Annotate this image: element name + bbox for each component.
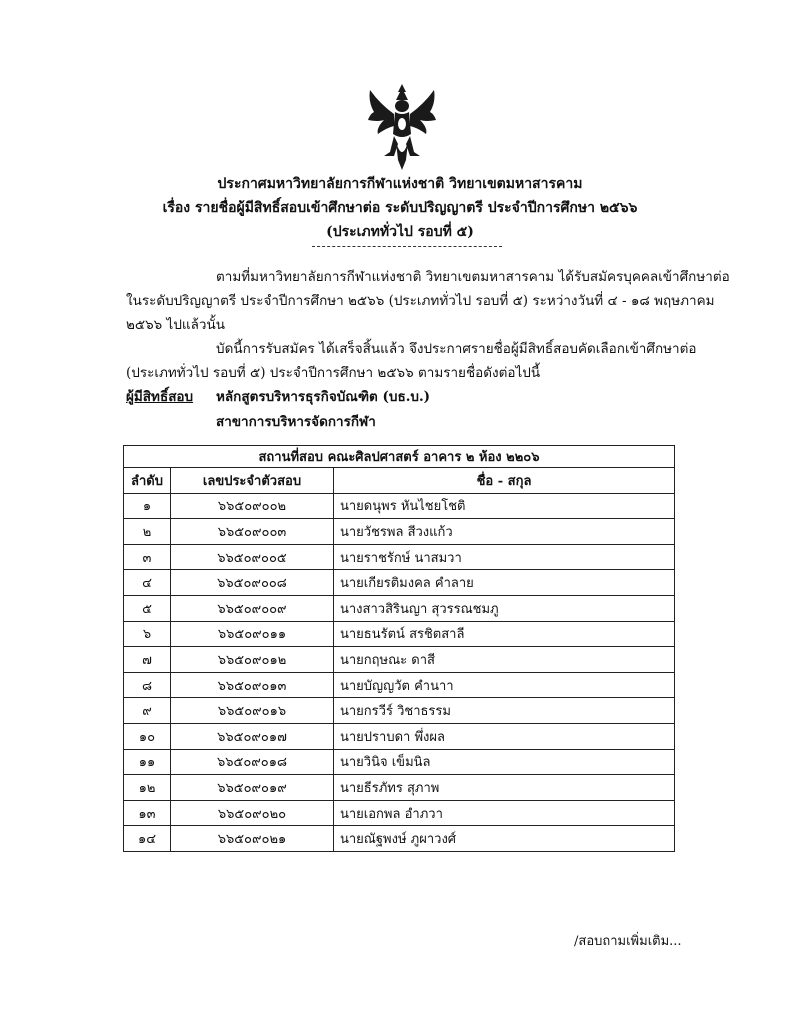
column-header-id: เลขประจำตัวสอบ [171,468,334,494]
paragraph-2-line-1: บัดนี้การรับสมัคร ได้เสร็จสิ้นแล้ว จึงประกาศรายชื่อผู้มีสิทธิ์สอบคัดเลือกเข้าศึกษาต่อ [216,341,697,357]
cell-no: ๔ [124,570,171,596]
cell-no: ๑๐ [124,723,171,749]
cell-exam-id: ๖๖๕๐๙๐๑๗ [171,723,334,749]
table-row [124,595,675,621]
cell-no: ๑ [124,493,171,519]
cell-full-name: นางสาวสิรินญา สุวรรณชมภู [334,595,675,621]
cell-exam-id: ๖๖๕๐๙๐๐๒ [171,493,334,519]
cell-full-name: นายปราบดา พึ่งผล [334,723,675,749]
cell-exam-id: ๖๖๕๐๙๐๑๑ [171,621,334,647]
cell-exam-id: ๖๖๕๐๙๐๑๒ [171,647,334,673]
cell-full-name: นายดนุพร หันไชยโชติ [334,493,675,519]
cell-exam-id: ๖๖๕๐๙๐๐๙ [171,595,334,621]
cell-full-name: นายกรวีร์ วิชาธรรม [334,698,675,724]
table-row [124,672,675,698]
cell-exam-id: ๖๖๕๐๙๐๒๑ [171,826,334,852]
paragraph-1-line-2: ในระดับปริญญาตรี ประจำปีการศึกษา ๒๕๖๖ (ประเภททั่วไป รอบที่ ๕) ระหว่างวันที่ ๔ - ๑๘ พฤษภาคม [126,293,715,309]
cell-full-name: นายธีรภัทร สุภาพ [334,775,675,801]
candidate-table [123,445,675,852]
announcement-heading: ประกาศมหาวิทยาลัยการกีฬาแห่งชาติ วิทยาเขตมหาสารคาม [217,176,583,192]
table-row [124,698,675,724]
table-row [124,800,675,826]
column-header-no: ลำดับ [124,468,171,494]
cell-no: ๑๒ [124,775,171,801]
table-row [124,519,675,545]
table-row [124,493,675,519]
cell-no: ๖ [124,621,171,647]
cell-exam-id: ๖๖๕๐๙๐๐๓ [171,519,334,545]
cell-exam-id: ๖๖๕๐๙๐๒๐ [171,800,334,826]
cell-no: ๑๑ [124,749,171,775]
cell-no: ๓ [124,544,171,570]
paragraph-1-line-1: ตามที่มหาวิทยาลัยการกีฬาแห่งชาติ วิทยาเขตมหาสารคาม ได้รับสมัครบุคคลเข้าศึกษาต่อ [216,269,730,285]
table-row [124,647,675,673]
cell-no: ๙ [124,698,171,724]
paragraph-1-line-3: ๒๕๖๖ ไปแล้วนั้น [126,317,225,333]
table-row [124,621,675,647]
table-row [124,544,675,570]
cell-no: ๕ [124,595,171,621]
table-row [124,775,675,801]
table-row [124,826,675,852]
program-name: หลักสูตรบริหารธุรกิจบัณฑิต (บธ.บ.) [216,389,431,405]
heading-divider [312,246,502,247]
table-row [124,723,675,749]
announcement-subject: เรื่อง รายชื่อผู้มีสิทธิ์สอบเข้าศึกษาต่อ ระดับปริญญาตรี ประจำปีการศึกษา ๒๕๖๖ [162,200,638,216]
table-row [124,570,675,596]
cell-full-name: นายวัชรพล สีวงแก้ว [334,519,675,545]
table-header-row [124,468,675,494]
cell-exam-id: ๖๖๕๐๙๐๑๙ [171,775,334,801]
cell-no: ๑๔ [124,826,171,852]
cell-full-name: นายเกียรติมงคล คำลาย [334,570,675,596]
eligible-label: ผู้มีสิทธิ์สอบ [126,389,194,405]
table-row [124,749,675,775]
cell-full-name: นายณัฐพงษ์ ภูผาวงศ์ [334,826,675,852]
cell-exam-id: ๖๖๕๐๙๐๑๖ [171,698,334,724]
garuda-emblem-icon [364,82,440,172]
cell-exam-id: ๖๖๕๐๙๐๑๓ [171,672,334,698]
column-header-name: ชื่อ - สกุล [334,468,675,494]
cell-exam-id: ๖๖๕๐๙๐๐๘ [171,570,334,596]
cell-exam-id: ๖๖๕๐๙๐๑๘ [171,749,334,775]
cell-full-name: นายกฤษณะ ดาสี [334,647,675,673]
candidate-rows [124,493,675,851]
cell-full-name: นายบัญญวัต คำนาา [334,672,675,698]
cell-full-name: นายธนรัตน์ สรชิตสาลี [334,621,675,647]
cell-exam-id: ๖๖๕๐๙๐๐๕ [171,544,334,570]
cell-full-name: นายวินิจ เข็มนิล [334,749,675,775]
cell-full-name: นายเอกพล อำภวา [334,800,675,826]
continued-note: /สอบถามเพิ่มเติม... [574,934,682,949]
cell-no: ๑๓ [124,800,171,826]
major-name: สาขาการบริหารจัดการกีฬา [216,414,376,430]
cell-full-name: นายราชรักษ์ นาสมวา [334,544,675,570]
cell-no: ๘ [124,672,171,698]
cell-no: ๗ [124,647,171,673]
cell-no: ๒ [124,519,171,545]
paragraph-2-line-2: (ประเภททั่วไป รอบที่ ๕) ประจำปีการศึกษา ๒๕๖๖ ตามรายชื่อดังต่อไปนี้ [126,365,541,381]
exam-venue: สถานที่สอบ คณะศิลปศาสตร์ อาคาร ๒ ห้อง ๒๒๐๖ [124,446,675,468]
announcement-round: (ประเภททั่วไป รอบที่ ๕) [326,224,474,240]
